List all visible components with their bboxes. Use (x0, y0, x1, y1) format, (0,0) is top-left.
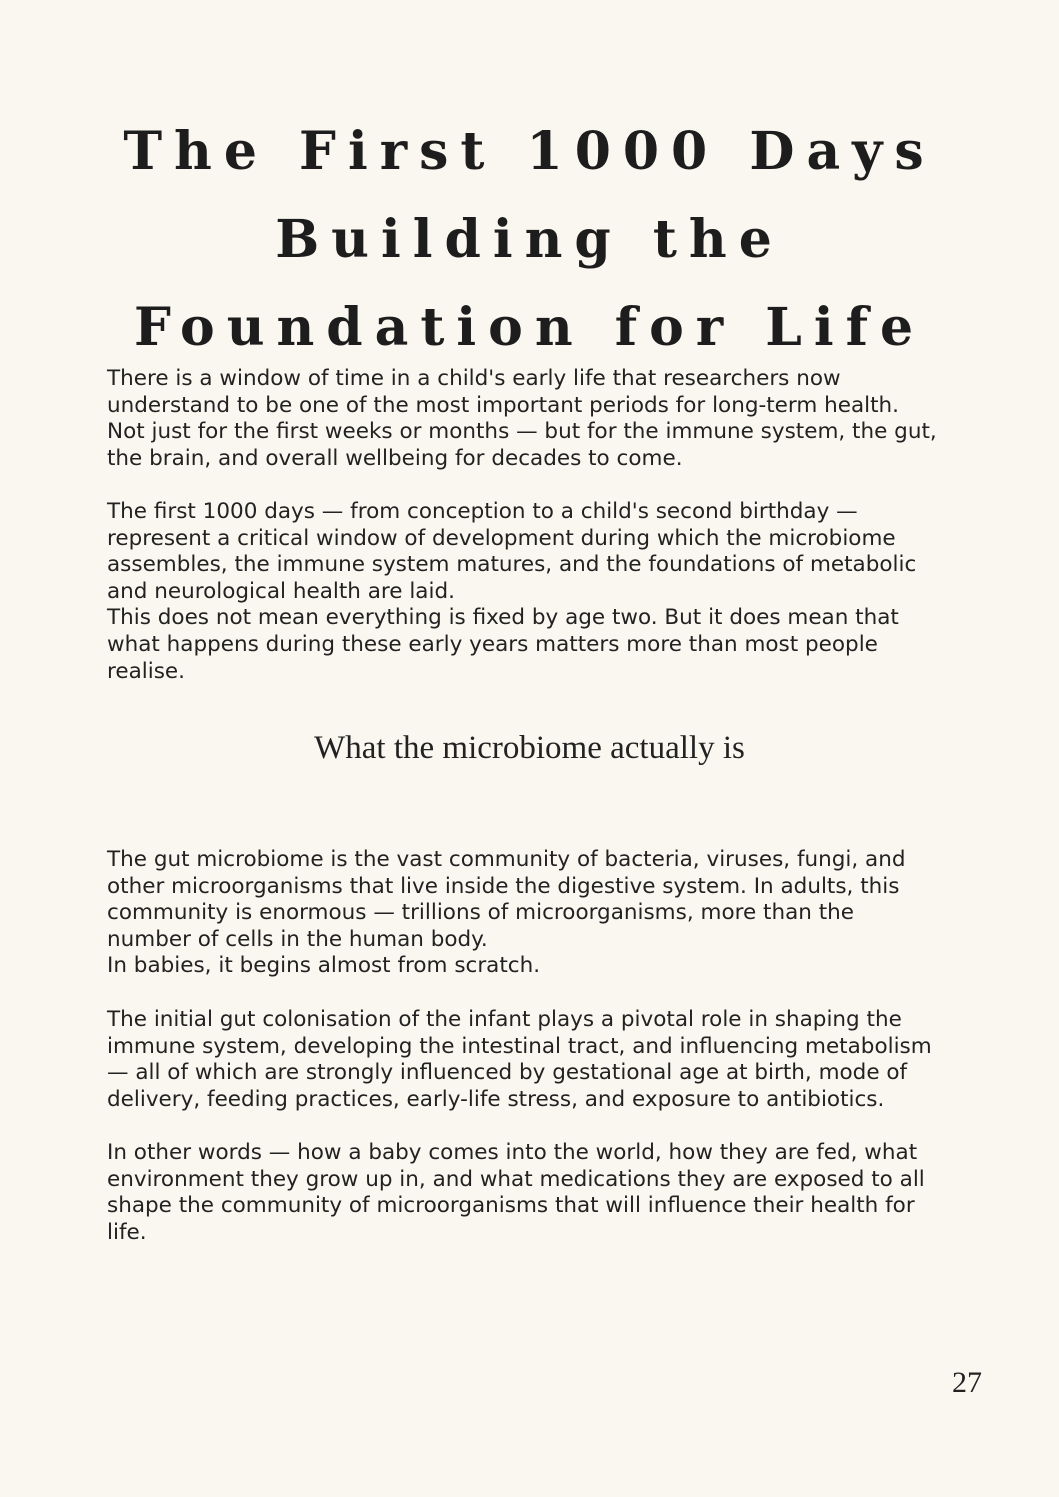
title-line-2: Building the (275, 209, 784, 270)
text-line: life. (107, 1219, 147, 1245)
section-paragraph-2 (107, 1007, 957, 1113)
text-line: This does not mean everything is fixed by age two. But it does mean that (107, 605, 899, 631)
page-title (0, 108, 1059, 372)
text-line: delivery, feeding practices, early-life stress, and exposure to antibiotics. (107, 1086, 885, 1112)
text-line: There is a window of time in a child's early life that researchers now (107, 366, 841, 391)
section-paragraph-3 (107, 1140, 957, 1246)
intro-paragraph-1 (107, 366, 957, 472)
text-line: The first 1000 days — from conception to a child's second birthday — (107, 499, 858, 524)
text-line: community is enormous — trillions of microorganisms, more than the (107, 900, 854, 926)
text-line: The initial gut colonisation of the infant plays a pivotal role in shaping the (107, 1007, 902, 1032)
text-line: realise. (107, 658, 185, 684)
text-line: what happens during these early years matters more than most people (107, 631, 878, 657)
text-line: understand to be one of the most important periods for long-term health. (107, 392, 900, 418)
text-line: and neurological health are laid. (107, 578, 455, 604)
text-line: — all of which are strongly influenced by gestational age at birth, mode of (107, 1060, 908, 1086)
section-paragraph-1 (107, 847, 957, 980)
title-line-1: The First 1000 Days (123, 121, 936, 182)
text-line: other microorganisms that live inside the digestive system. In adults, this (107, 873, 900, 899)
text-line: Not just for the first weeks or months — but for the immune system, the gut, (107, 419, 937, 445)
text-line: immune system, developing the intestinal tract, and influencing metabolism (107, 1033, 932, 1059)
title-line-3: Foundation for Life (133, 297, 926, 358)
text-line: the brain, and overall wellbeing for decades to come. (107, 445, 683, 471)
text-line: number of cells in the human body. (107, 926, 488, 952)
section-heading: What the microbiome actually is (314, 730, 745, 766)
text-line: shape the community of microorganisms that will influence their health for (107, 1193, 915, 1219)
page-number: 27 (952, 1366, 982, 1399)
text-line: environment they grow up in, and what medications they are exposed to all (107, 1166, 925, 1192)
text-line: In babies, it begins almost from scratch. (107, 953, 541, 979)
text-line: In other words — how a baby comes into the world, how they are fed, what (107, 1140, 918, 1165)
text-line: The gut microbiome is the vast community of bacteria, viruses, fungi, and (107, 847, 906, 872)
text-line: assembles, the immune system matures, and the foundations of metabolic (107, 552, 917, 578)
intro-paragraph-2 (107, 499, 957, 685)
text-line: represent a critical window of development during which the microbiome (107, 525, 896, 551)
